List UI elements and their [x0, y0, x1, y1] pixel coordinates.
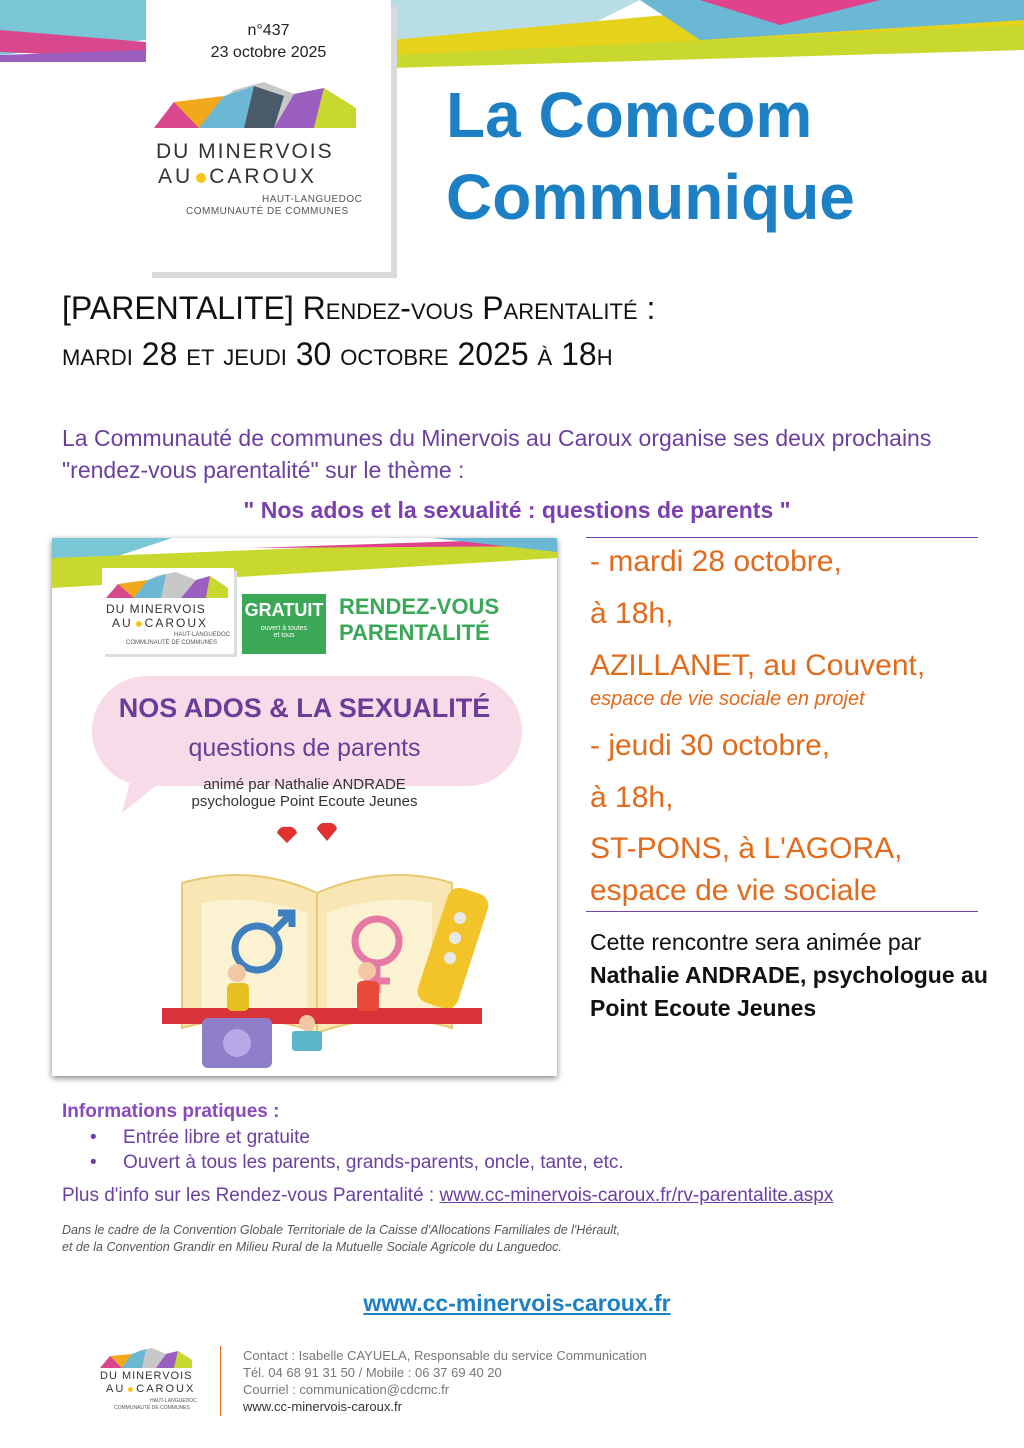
date2-time: à 18h,: [590, 781, 674, 814]
poster-rdv-line1: RENDEZ-VOUS: [339, 594, 500, 619]
issue-number: n°437: [247, 22, 290, 39]
poster-logo-line3: HAUT-LANGUEDOC: [174, 632, 231, 638]
article-heading-line1: [PARENTALITE] Rendez-vous Parentalité :: [62, 290, 656, 326]
dates-top-divider: [586, 537, 978, 538]
footer-logo-line2: AU CAROUX: [106, 1383, 196, 1395]
poster-logo-mountains-icon: [106, 572, 228, 598]
poster-free-sub1: ouvert à toutes: [260, 625, 308, 632]
date2-place: ST-PONS, à L'AGORA,: [590, 832, 903, 865]
more-info: Plus d'info sur les Rendez-vous Parentalité : www.cc-minervois-caroux.fr/rv-parentalite.aspx: [62, 1185, 834, 1206]
footer-email: Courriel : communication@cdcmc.fr: [243, 1382, 450, 1397]
date1-note: espace de vie sociale en projet: [590, 688, 865, 710]
footer-logo-line1: DU MINERVOIS: [100, 1370, 193, 1382]
logo-text-line4: COMMUNAUTÉ DE COMMUNES: [186, 206, 349, 217]
parentalite-link[interactable]: www.cc-minervois-caroux.fr/rv-parentalite.aspx: [439, 1185, 834, 1206]
article-intro: La Communauté de communes du Minervois au Caroux organise ses deux prochains "rendez-vous parentalité" sur le thème :: [62, 425, 932, 483]
info-item: • Ouvert à tous les parents, grands-parents, oncle, tante, etc.: [90, 1152, 624, 1173]
poster-free-label: GRATUIT: [244, 600, 324, 620]
logo-text-line1: DU MINERVOIS: [156, 140, 334, 163]
date2-note: espace de vie sociale: [590, 874, 877, 907]
poster-logo-line4: COMMUNAUTÉ DE COMMUNES: [126, 640, 217, 646]
logo-mountains-icon: [154, 82, 356, 128]
logo-text-line3: HAUT-LANGUEDOC: [262, 194, 363, 205]
footer-divider: [220, 1346, 221, 1416]
footer-contact: Contact : Isabelle CAYUELA, Responsable du service Communication: [243, 1348, 647, 1363]
date2-day: - jeudi 30 octobre,: [590, 729, 831, 762]
issue-date: 23 octobre 2025: [210, 44, 327, 61]
poster-book-illustration: [142, 823, 502, 1068]
footer-logo-mountains-icon: [100, 1348, 192, 1368]
article-theme: " Nos ados et la sexualité : questions de parents ": [243, 497, 791, 523]
date1-day: - mardi 28 octobre,: [590, 545, 842, 578]
logo-text-line2: AU CAROUX: [158, 165, 318, 188]
logo-card: [146, 0, 391, 272]
poster-rdv-line2: PARENTALITÉ: [339, 620, 490, 645]
footer-logo-line3: HAUT-LANGUEDOC: [150, 1398, 197, 1404]
speaker-info: Cette rencontre sera animée par Nathalie ANDRADE, psychologue au Point Ecoute Jeunes: [590, 929, 988, 1021]
date1-time: à 18h,: [590, 597, 674, 630]
newsletter-title-line2: Communique: [446, 161, 855, 233]
footer-logo: [88, 1346, 204, 1420]
article-heading-line2: mardi 28 et jeudi 30 octobre 2025 à 18h: [62, 336, 613, 372]
poster-logo: [102, 568, 234, 654]
dates-bottom-divider: [586, 911, 978, 912]
poster-subtitle: questions de parents: [188, 734, 421, 762]
footer-phone: Tél. 04 68 91 31 50 / Mobile : 06 37 69 40 20: [243, 1365, 502, 1380]
website-link[interactable]: www.cc-minervois-caroux.fr: [363, 1290, 671, 1316]
info-title: Informations pratiques :: [62, 1101, 280, 1122]
poster-free-sub2: et tous: [273, 632, 295, 639]
poster-title: NOS ADOS & LA SEXUALITÉ: [118, 693, 491, 723]
speaker-name: Nathalie ANDRADE, psychologue au Point Ecoute Jeunes: [590, 962, 988, 1021]
footer-website[interactable]: www.cc-minervois-caroux.fr: [243, 1399, 402, 1414]
newsletter-title-line1: La Comcom: [446, 79, 813, 151]
event-poster: [52, 538, 557, 1076]
info-item: • Entrée libre et gratuite: [90, 1127, 310, 1148]
poster-logo-line2: AU CAROUX: [112, 616, 209, 630]
poster-logo-line1: DU MINERVOIS: [106, 602, 206, 616]
poster-logo-dot-icon: [136, 621, 142, 627]
poster-animator-line2: psychologue Point Ecoute Jeunes: [191, 793, 418, 810]
footer-logo-dot-icon: [128, 1387, 133, 1392]
poster-animator-line1: animé par Nathalie ANDRADE: [203, 776, 406, 793]
footer-logo-line4: COMMUNAUTÉ DE COMMUNES: [114, 1405, 190, 1411]
logo-dot-icon: [196, 173, 206, 183]
poster-free-badge: [242, 594, 326, 654]
date1-place: AZILLANET, au Couvent,: [590, 649, 926, 682]
legal-notice: Dans le cadre de la Convention Globale Territoriale de la Caisse d'Allocations Familiales de l'Hérault, et de la Convention Grandir en Milieu Rural de la Mutuelle Sociale Agricole du Languedoc.: [62, 1223, 621, 1254]
